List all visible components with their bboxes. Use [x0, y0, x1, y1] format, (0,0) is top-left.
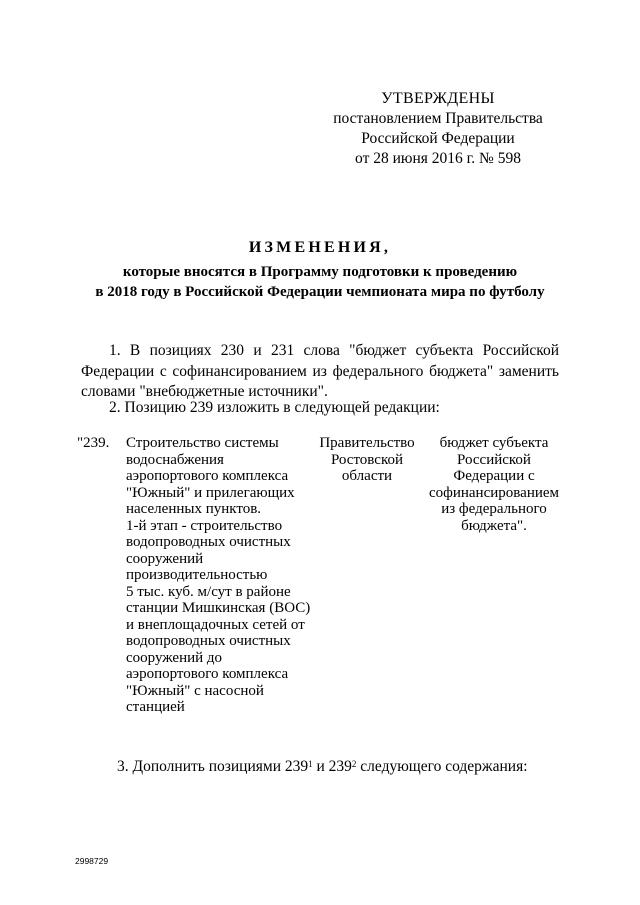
approval-line-1: постановлением Правительства [333, 110, 543, 127]
source-line: Российской [457, 451, 531, 468]
approval-line-3: от 28 июня 2016 г. № 598 [355, 150, 521, 167]
description-line: производительностью [126, 567, 268, 583]
paragraph-1-text: 1. В позициях 230 и 231 слова "бюджет субъекта Российской Федерации с софинансированием из федерального бюджета" заменить словами "внебюджетные источники". [81, 342, 559, 400]
subtitle-line-2: в 2018 году в Российской Федерации чемпионата мира по футболу [95, 283, 545, 300]
approval-line-2: Российской Федерации [361, 130, 515, 147]
responsible-line: области [341, 468, 393, 484]
position-funding-source [424, 435, 564, 534]
position-responsible [317, 435, 417, 485]
source-line: бюджет субъекта [439, 435, 549, 451]
description-line: станцией [126, 699, 185, 715]
description-line: Строительство системы [126, 435, 279, 451]
paragraph-3-prefix: 3. Дополнить позициями 239 [117, 758, 309, 775]
document-title: ИЗМЕНЕНИЯ, [248, 239, 392, 256]
responsible-line: Правительство [319, 435, 415, 451]
source-line: Федерации с [453, 468, 535, 484]
description-line: 5 тыс. куб. м/сут в районе [126, 583, 291, 600]
description-line: и внеплощадочных сетей от [126, 616, 305, 633]
position-number: "239. [77, 435, 110, 451]
superscript-2: 2 [351, 759, 357, 769]
superscript-1: 1 [308, 759, 313, 769]
position-description [126, 435, 326, 716]
paragraph-3-middle: и 239 [312, 758, 352, 775]
source-line: из федерального [441, 501, 547, 517]
description-line: населенных пунктов. [126, 501, 262, 517]
paragraph-1 [81, 341, 559, 403]
description-line: "Южный" с насосной [126, 682, 264, 699]
description-line: водоснабжения [126, 451, 224, 468]
paragraph-2: 2. Позицию 239 изложить в следующей редакции: [109, 399, 440, 416]
description-line: станции Мишкинская (ВОС) [126, 600, 311, 616]
subtitle-line-1: которые вносятся в Программу подготовки к проведению [122, 264, 518, 280]
description-line: 1-й этап - строительство [126, 517, 283, 534]
approval-heading: УТВЕРЖДЕНЫ [381, 90, 495, 107]
description-line: "Южный" и прилегающих [126, 484, 295, 501]
responsible-line: Ростовской [330, 451, 404, 468]
description-line: аэропортового комплекса [126, 666, 289, 682]
paragraph-3-suffix: следующего содержания: [356, 758, 528, 775]
description-line: сооружений до [126, 649, 223, 666]
source-line: софинансированием [428, 484, 560, 501]
document-number: 2998729 [75, 856, 109, 866]
paragraph-3 [117, 757, 528, 778]
approval-block [330, 89, 546, 169]
description-line: аэропортового комплекса [126, 468, 289, 484]
description-line: водопроводных очистных [126, 534, 291, 550]
document-subtitle [70, 263, 570, 302]
description-line: водопроводных очистных [126, 633, 291, 649]
description-line: сооружений [126, 550, 204, 567]
source-line: бюджета". [461, 517, 527, 534]
